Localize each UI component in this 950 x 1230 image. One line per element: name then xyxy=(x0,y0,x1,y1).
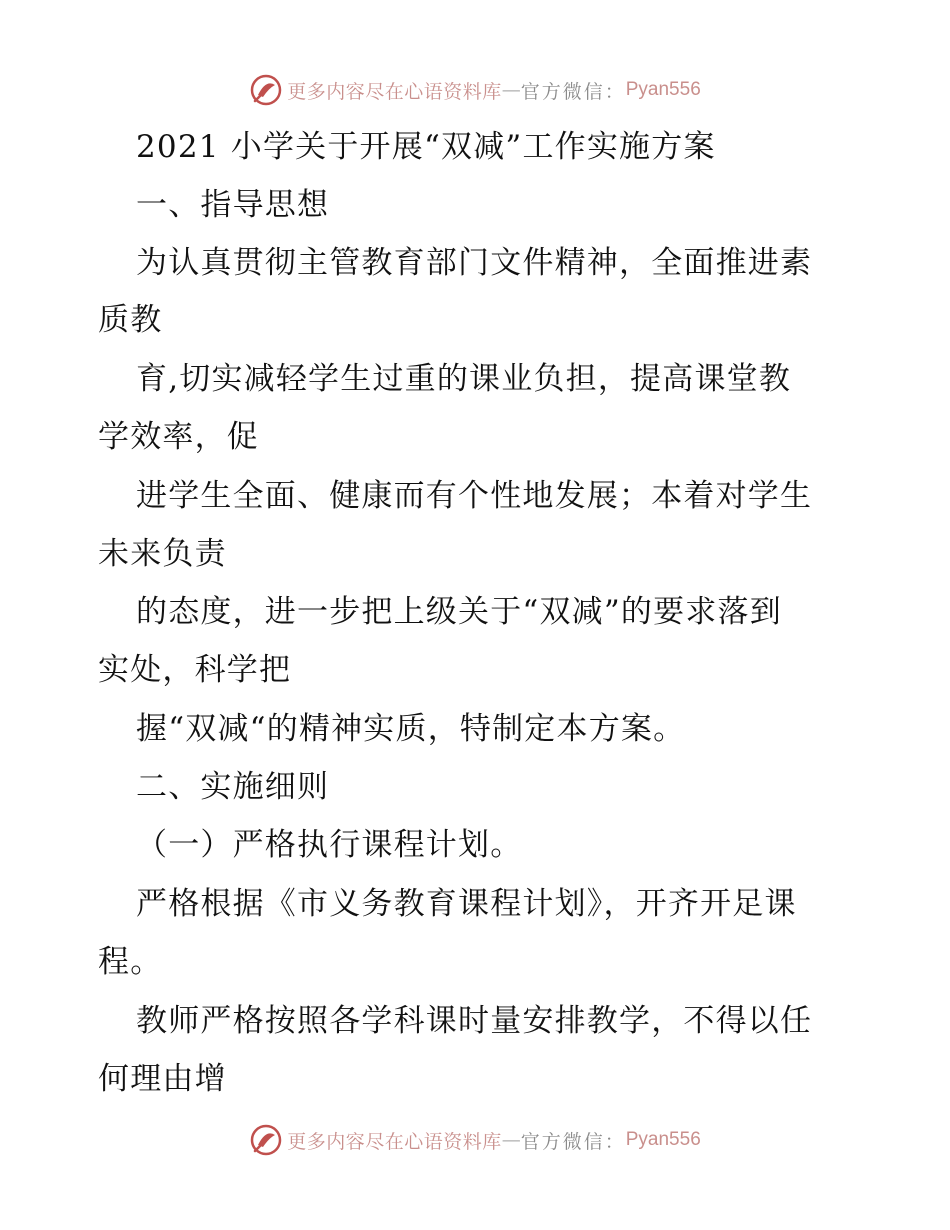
watermark-official-label: 官方微信： xyxy=(520,1130,626,1153)
watermark-separator: — xyxy=(501,79,521,101)
watermark-text: 更多内容尽在心语资料库 xyxy=(287,80,502,103)
logo-icon xyxy=(249,73,283,107)
section-heading: 一、指导思想 xyxy=(136,187,330,223)
paragraph-line: 实处，科学把 xyxy=(98,652,292,688)
watermark-wechat-id: Pyan556 xyxy=(625,79,701,100)
watermark-wechat-id: Pyan556 xyxy=(625,1129,701,1150)
watermark-banner-top xyxy=(0,70,950,110)
paragraph-line: 进学生全面、健康而有个性地发展；本着对学生 xyxy=(136,478,813,514)
paragraph-line: 学效率，促 xyxy=(98,419,259,455)
paragraph-line: 严格根据《市义务教育课程计划》，开齐开足课 xyxy=(136,886,797,922)
paragraph-line: 的态度，进一步把上级关于“双减”的要求落到 xyxy=(136,594,782,630)
paragraph-line: 质教 xyxy=(98,302,163,338)
document-title: 2021 小学关于开展“双减”工作实施方案 xyxy=(136,129,716,165)
paragraph-line: 未来负责 xyxy=(98,536,227,572)
watermark-official-label: 官方微信： xyxy=(520,80,626,103)
watermark-banner-bottom xyxy=(0,1120,950,1160)
paragraph-line: 教师严格按照各学科课时量安排教学，不得以任 xyxy=(136,1003,813,1039)
section-heading: 二、实施细则 xyxy=(136,769,330,805)
watermark-text: 更多内容尽在心语资料库 xyxy=(287,1130,502,1153)
logo-icon xyxy=(249,1123,283,1157)
paragraph-line: 握“双减“的精神实质，特制定本方案。 xyxy=(136,711,686,747)
paragraph-line: 育,切实减轻学生过重的课业负担，提高课堂教 xyxy=(136,361,792,397)
watermark-separator: — xyxy=(501,1129,521,1151)
paragraph-line: 程。 xyxy=(98,944,163,980)
subsection-heading: （一）严格执行课程计划。 xyxy=(136,827,523,863)
paragraph-line: 何理由增 xyxy=(98,1061,227,1097)
paragraph-line: 为认真贯彻主管教育部门文件精神，全面推进素 xyxy=(136,245,813,281)
